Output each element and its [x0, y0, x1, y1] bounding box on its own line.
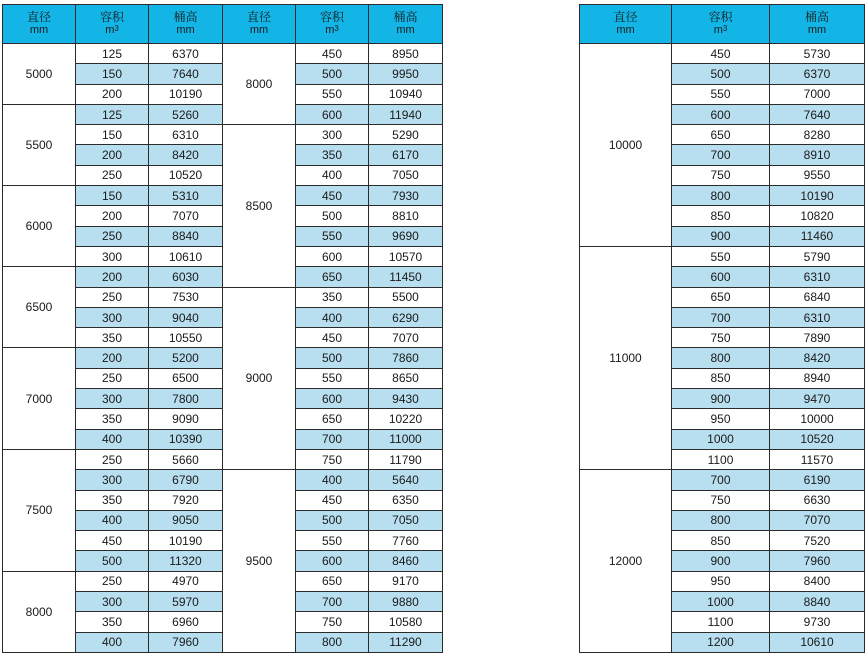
height-cell: 11790: [369, 449, 443, 469]
height-cell: 5660: [149, 449, 223, 469]
height-cell: 10940: [369, 84, 443, 104]
height-cell: 6370: [149, 44, 223, 64]
height-cell: 6960: [149, 612, 223, 632]
header-row: [580, 5, 865, 44]
volume-cell: 500: [296, 348, 369, 368]
height-cell: 7050: [369, 165, 443, 185]
volume-cell: 750: [296, 449, 369, 469]
height-cell: 8940: [770, 368, 865, 388]
volume-cell: 400: [296, 307, 369, 327]
volume-cell: 400: [76, 510, 149, 530]
height-cell: 7930: [369, 186, 443, 206]
height-cell: 10390: [149, 429, 223, 449]
height-cell: 6310: [149, 125, 223, 145]
height-cell: 9040: [149, 307, 223, 327]
volume-cell: 750: [296, 612, 369, 632]
height-cell: 11940: [369, 104, 443, 124]
height-cell: 7760: [369, 531, 443, 551]
volume-cell: 900: [672, 389, 770, 409]
height-header: 桶高 mm: [149, 5, 223, 44]
volume-cell: 200: [76, 145, 149, 165]
height-cell: 7860: [369, 348, 443, 368]
height-cell: 9550: [770, 165, 865, 185]
volume-cell: 200: [76, 206, 149, 226]
diameter-cell: 9000: [223, 287, 296, 470]
volume-cell: 250: [76, 287, 149, 307]
volume-cell: 650: [296, 409, 369, 429]
height-cell: 10820: [770, 206, 865, 226]
volume-cell: 650: [672, 287, 770, 307]
height-cell: 6310: [770, 307, 865, 327]
height-cell: 9430: [369, 389, 443, 409]
height-cell: 10220: [369, 409, 443, 429]
volume-header: 容积 $m^3$: [76, 5, 149, 44]
volume-cell: 700: [672, 470, 770, 490]
diameter-cell: 5000: [3, 44, 76, 105]
height-cell: 9050: [149, 510, 223, 530]
diameter-cell: 6500: [3, 267, 76, 348]
volume-cell: 300: [76, 592, 149, 612]
volume-cell: 550: [296, 226, 369, 246]
height-cell: 8420: [770, 348, 865, 368]
volume-cell: 400: [296, 470, 369, 490]
diameter-cell: 12000: [580, 470, 672, 653]
height-cell: 5730: [770, 44, 865, 64]
spec-table-right: [579, 4, 865, 653]
height-cell: 11450: [369, 267, 443, 287]
volume-cell: 350: [76, 328, 149, 348]
diameter-cell: 8000: [3, 571, 76, 652]
volume-cell: 300: [76, 307, 149, 327]
volume-header: 容积 $m^3$: [296, 5, 369, 44]
volume-cell: 450: [672, 44, 770, 64]
volume-cell: 350: [76, 612, 149, 632]
height-cell: 8840: [770, 592, 865, 612]
volume-cell: 150: [76, 64, 149, 84]
height-cell: 5500: [369, 287, 443, 307]
volume-cell: 650: [296, 571, 369, 591]
height-cell: 8950: [369, 44, 443, 64]
volume-cell: 1000: [672, 592, 770, 612]
volume-cell: 600: [296, 389, 369, 409]
height-cell: 8810: [369, 206, 443, 226]
volume-cell: 900: [672, 226, 770, 246]
height-cell: 11290: [369, 632, 443, 652]
height-cell: 5310: [149, 186, 223, 206]
volume-cell: 350: [296, 287, 369, 307]
diameter-cell: 10000: [580, 44, 672, 247]
height-cell: 6630: [770, 490, 865, 510]
height-cell: 7070: [369, 328, 443, 348]
height-cell: 10610: [770, 632, 865, 652]
height-cell: 6500: [149, 368, 223, 388]
volume-cell: 950: [672, 571, 770, 591]
height-cell: 9170: [369, 571, 443, 591]
volume-cell: 850: [672, 206, 770, 226]
volume-cell: 600: [296, 104, 369, 124]
height-cell: 10610: [149, 246, 223, 266]
volume-cell: 500: [296, 64, 369, 84]
height-cell: 7070: [770, 510, 865, 530]
height-cell: 11000: [369, 429, 443, 449]
volume-cell: 800: [296, 632, 369, 652]
volume-cell: 550: [296, 531, 369, 551]
volume-cell: 700: [296, 429, 369, 449]
height-cell: 10580: [369, 612, 443, 632]
diameter-cell: 11000: [580, 246, 672, 469]
height-cell: 5790: [770, 246, 865, 266]
height-cell: 9730: [770, 612, 865, 632]
height-cell: 6370: [770, 64, 865, 84]
height-cell: 6790: [149, 470, 223, 490]
volume-cell: 500: [296, 510, 369, 530]
height-cell: 11320: [149, 551, 223, 571]
volume-cell: 750: [672, 165, 770, 185]
volume-cell: 950: [672, 409, 770, 429]
height-cell: 9950: [369, 64, 443, 84]
volume-cell: 600: [296, 551, 369, 571]
volume-cell: 400: [296, 165, 369, 185]
volume-cell: 850: [672, 531, 770, 551]
diameter-cell: 8000: [223, 44, 296, 125]
volume-cell: 650: [672, 125, 770, 145]
height-cell: 5290: [369, 125, 443, 145]
volume-cell: 250: [76, 571, 149, 591]
height-cell: 6840: [770, 287, 865, 307]
volume-cell: 200: [76, 348, 149, 368]
volume-cell: 350: [76, 490, 149, 510]
height-cell: 7070: [149, 206, 223, 226]
volume-cell: 600: [296, 246, 369, 266]
height-header: 桶高 mm: [369, 5, 443, 44]
height-cell: 7640: [770, 104, 865, 124]
height-cell: 7530: [149, 287, 223, 307]
volume-cell: 300: [76, 389, 149, 409]
header-row: [3, 5, 443, 44]
table-row: [580, 246, 865, 266]
volume-cell: 1100: [672, 612, 770, 632]
height-cell: 8650: [369, 368, 443, 388]
volume-cell: 500: [76, 551, 149, 571]
height-cell: 6030: [149, 267, 223, 287]
volume-cell: 400: [76, 632, 149, 652]
height-cell: 10190: [770, 186, 865, 206]
volume-cell: 1200: [672, 632, 770, 652]
volume-cell: 1100: [672, 449, 770, 469]
height-cell: 8460: [369, 551, 443, 571]
volume-cell: 800: [672, 186, 770, 206]
table-row: [3, 44, 443, 64]
table-row: [580, 470, 865, 490]
height-cell: 7920: [149, 490, 223, 510]
volume-cell: 350: [76, 409, 149, 429]
volume-cell: 550: [672, 246, 770, 266]
height-cell: 7640: [149, 64, 223, 84]
height-cell: 8840: [149, 226, 223, 246]
volume-cell: 750: [672, 490, 770, 510]
volume-cell: 300: [76, 470, 149, 490]
volume-cell: 250: [76, 226, 149, 246]
height-cell: 7960: [770, 551, 865, 571]
height-cell: 9470: [770, 389, 865, 409]
volume-cell: 450: [296, 186, 369, 206]
height-cell: 8280: [770, 125, 865, 145]
height-cell: 7050: [369, 510, 443, 530]
diameter-cell: 8500: [223, 125, 296, 287]
volume-cell: 700: [672, 307, 770, 327]
volume-cell: 300: [296, 125, 369, 145]
diameter-cell: 6000: [3, 186, 76, 267]
diameter-header: 直径 mm: [223, 5, 296, 44]
volume-cell: 450: [296, 44, 369, 64]
diameter-cell: 7500: [3, 449, 76, 571]
height-cell: 7520: [770, 531, 865, 551]
height-cell: 5200: [149, 348, 223, 368]
volume-cell: 250: [76, 165, 149, 185]
volume-cell: 650: [296, 267, 369, 287]
volume-cell: 600: [672, 267, 770, 287]
height-cell: 7000: [770, 84, 865, 104]
height-cell: 9880: [369, 592, 443, 612]
volume-cell: 550: [296, 84, 369, 104]
volume-cell: 450: [296, 328, 369, 348]
diameter-cell: 9500: [223, 470, 296, 653]
volume-cell: 350: [296, 145, 369, 165]
height-cell: 11570: [770, 449, 865, 469]
height-cell: 10190: [149, 84, 223, 104]
volume-header: 容积 $m^3$: [672, 5, 770, 44]
volume-cell: 125: [76, 104, 149, 124]
volume-cell: 550: [672, 84, 770, 104]
volume-cell: 200: [76, 84, 149, 104]
height-cell: 7800: [149, 389, 223, 409]
volume-cell: 150: [76, 125, 149, 145]
height-cell: 6190: [770, 470, 865, 490]
volume-cell: 700: [672, 145, 770, 165]
height-cell: 8400: [770, 571, 865, 591]
height-cell: 8420: [149, 145, 223, 165]
height-cell: 6170: [369, 145, 443, 165]
spec-table-left: [2, 4, 443, 653]
height-cell: 5640: [369, 470, 443, 490]
height-cell: 7960: [149, 632, 223, 652]
volume-cell: 450: [296, 490, 369, 510]
volume-cell: 500: [296, 206, 369, 226]
diameter-cell: 5500: [3, 104, 76, 185]
volume-cell: 150: [76, 186, 149, 206]
volume-cell: 800: [672, 510, 770, 530]
height-cell: 4970: [149, 571, 223, 591]
volume-cell: 500: [672, 64, 770, 84]
volume-cell: 800: [672, 348, 770, 368]
height-cell: 10190: [149, 531, 223, 551]
diameter-header: 直径 mm: [3, 5, 76, 44]
height-cell: 10550: [149, 328, 223, 348]
height-cell: 9690: [369, 226, 443, 246]
diameter-header: 直径 mm: [580, 5, 672, 44]
volume-cell: 1000: [672, 429, 770, 449]
height-cell: 6290: [369, 307, 443, 327]
height-cell: 9090: [149, 409, 223, 429]
height-cell: 5260: [149, 104, 223, 124]
height-cell: 10000: [770, 409, 865, 429]
volume-cell: 850: [672, 368, 770, 388]
volume-cell: 550: [296, 368, 369, 388]
height-header: 桶高 mm: [770, 5, 865, 44]
diameter-cell: 7000: [3, 348, 76, 449]
volume-cell: 250: [76, 449, 149, 469]
volume-cell: 200: [76, 267, 149, 287]
volume-cell: 125: [76, 44, 149, 64]
volume-cell: 900: [672, 551, 770, 571]
volume-cell: 400: [76, 429, 149, 449]
height-cell: 10570: [369, 246, 443, 266]
table-row: [580, 44, 865, 64]
height-cell: 5970: [149, 592, 223, 612]
height-cell: 10520: [149, 165, 223, 185]
volume-cell: 700: [296, 592, 369, 612]
height-cell: 6350: [369, 490, 443, 510]
height-cell: 11460: [770, 226, 865, 246]
volume-cell: 600: [672, 104, 770, 124]
volume-cell: 300: [76, 246, 149, 266]
height-cell: 8910: [770, 145, 865, 165]
volume-cell: 450: [76, 531, 149, 551]
height-cell: 6310: [770, 267, 865, 287]
height-cell: 7890: [770, 328, 865, 348]
volume-cell: 250: [76, 368, 149, 388]
height-cell: 10520: [770, 429, 865, 449]
volume-cell: 750: [672, 328, 770, 348]
